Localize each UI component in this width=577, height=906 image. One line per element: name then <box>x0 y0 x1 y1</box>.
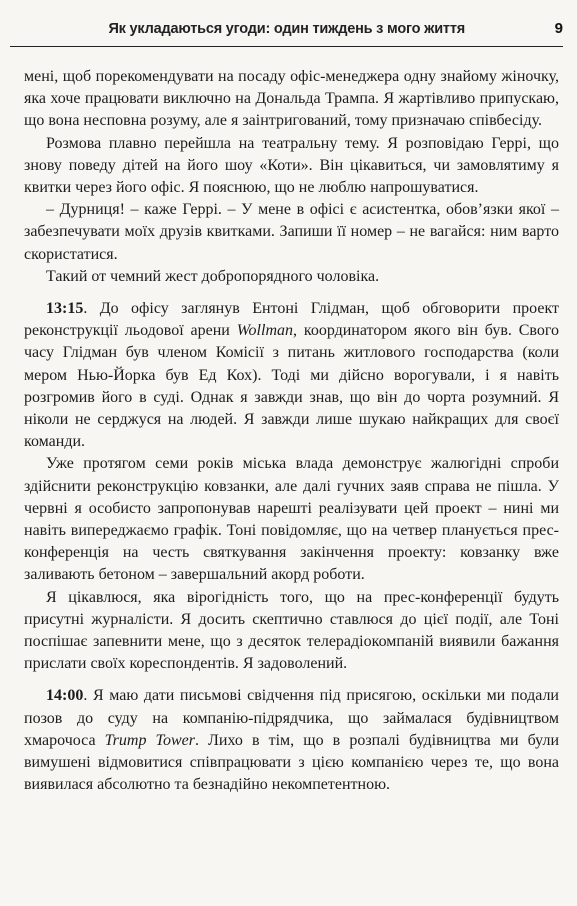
time-stamp: 14:00 <box>46 687 84 705</box>
body-text <box>24 66 559 797</box>
paragraph: мені, щоб порекомендувати на посаду офіс-менеджера одну знайому жіночку, яка хоче працювати виключно на Дональда Трампа. Я жартівливо припускаю, що вона несповна розуму, але я заінтригований, тому призначаю співбесіду. <box>24 68 559 130</box>
running-title: Як укладаються угоди: один тиждень з мого життя <box>108 21 465 37</box>
time-entry-paragraph: 13:15. До офісу заглянув Ентоні Глідман, щоб обговорити проект реконструкції льодової арени Wollman, координатором якого він був. Свого часу Глідман був членом Комісії з питань житлового господарства (коли мером Нью-Йорка був Ед Кох). Тоді ми дійсно ворогували, і я навіть розгромив його в суді. Однак я завжди знав, що він до чорта розумний. Я ніколи не серджуся на людей. Я завжди лише шукаю найкращих для своєї команди. <box>24 300 560 451</box>
page-number: 9 <box>554 20 563 37</box>
time-stamp: 13:15 <box>46 300 84 318</box>
italic-name: Trump Tower <box>104 731 195 749</box>
time-entry-paragraph: 14:00. Я маю дати письмові свідчення під присягою, оскільки ми подали позов до суду на компанію-підрядчика, що займалася будівництвом хмарочоса Trump Tower. Лихо в тім, що в розпалі будівництва ми були вимушені відмовитися співпрацювати з цією компанією через те, що вона виявилася абсолютно та безнадійно некомпетентною. <box>24 687 560 794</box>
paragraph: – Дурниця! – каже Геррі. – У мене в офісі є асистентка, обов’язки якої – забезпечувати моїх друзів квитками. Запиши її номер – не вагайся: ним варто скористатися. <box>24 201 559 263</box>
paragraph: Такий от чемний жест добропорядного чоловіка. <box>46 267 380 285</box>
paragraph: Я цікавлюся, яка вірогідність того, що на прес-конференції будуть присутні журналісти. Я досить скептично ставлюся до цієї події, але Тоні поспішає запевнити мене, що з десяток телерадіокомпаній виявили бажання прислати своїх кореспондентів. Я задоволений. <box>24 588 559 673</box>
paragraph: Розмова плавно перейшла на театральну тему. Я розповідаю Геррі, що знову поведу дітей на його шоу «Коти». Він цікавиться, чи замовлятиму я квитки через його офіс. Я пояснюю, що не люблю напрошуватися. <box>24 134 559 197</box>
italic-name: Wollman <box>236 322 293 340</box>
paragraph: Уже протягом семи років міська влада демонструє жалюгідні спроби здійснити реконструкцію ковзанки, але далі гучних заяв справа не пішла. У червні я особисто запропонував нарешті реалізувати цей проект – нині ми навіть випереджаємо графік. Тоні повідомляє, що на четвер планується прес-конференція на честь святкування закінчення проекту: ковзанку вже заливають бетоном – завершальний акорд роботи. <box>24 455 559 584</box>
page-header <box>10 18 563 47</box>
